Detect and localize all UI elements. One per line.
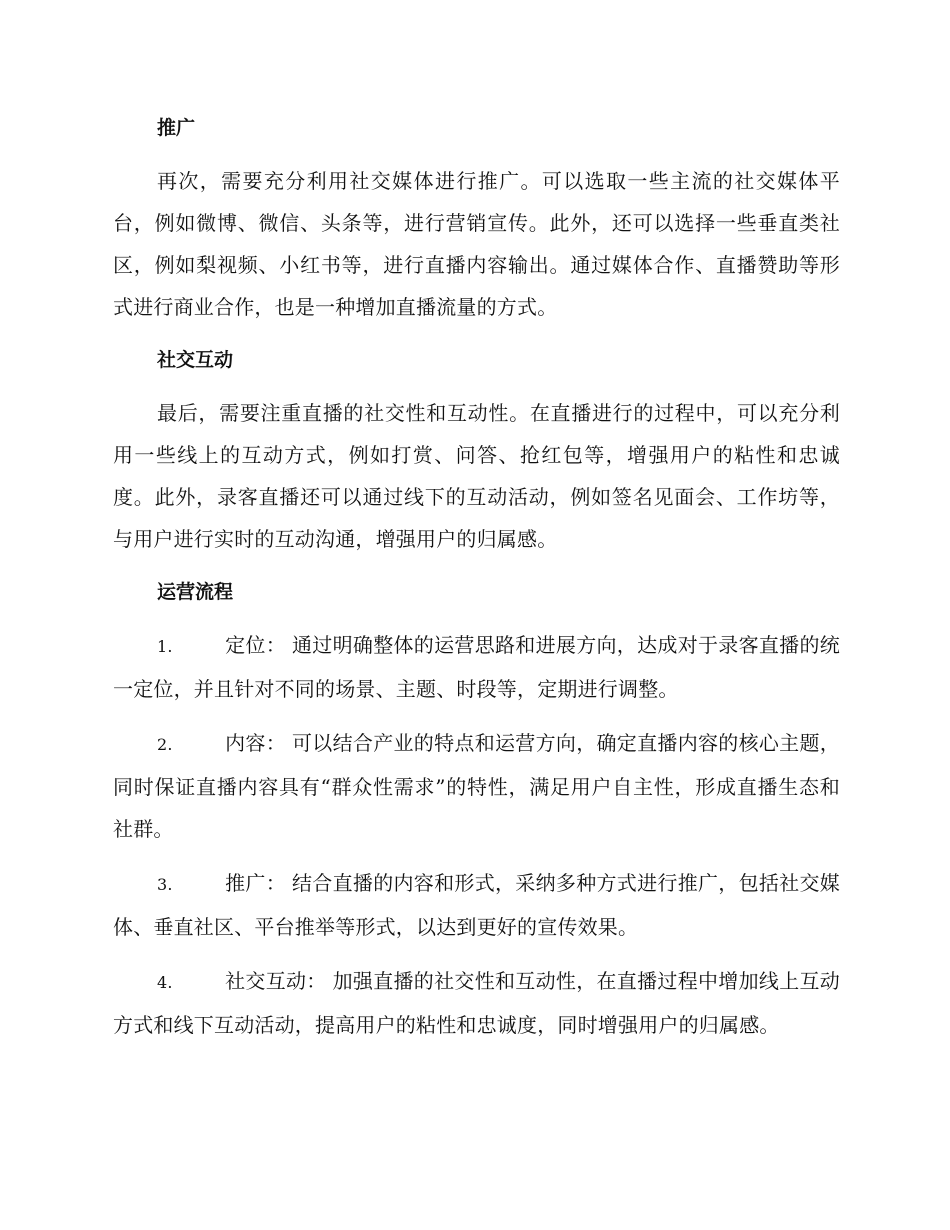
list-item-number: 4. <box>157 973 173 992</box>
list-item <box>113 722 840 850</box>
document-page <box>113 108 840 1058</box>
section-heading-operation-process: 运营流程 <box>157 581 234 603</box>
list-item-text: 加强直播的社交性和互动性，在直播过程中增加线上互动方式和线下互动活动，提高用户的粘性和忠诚度，同时增强用户的归属感。 <box>113 969 841 1037</box>
list-item-text: 通过明确整体的运营思路和进展方向，达成对于录客直播的统一定位，并且针对不同的场景、主题、时段等，定期进行调整。 <box>113 633 840 701</box>
section-paragraph-social-interaction: 最后，需要注重直播的社交性和互动性。在直播进行的过程中，可以充分利用一些线上的互动方式，例如打赏、问答、抢红包等，增强用户的粘性和忠诚度。此外，录客直播还可以通过线下的互动活动，例如签名见面会、工作坊等，与用户进行实时的互动沟通，增强用户的归属感。 <box>113 401 840 551</box>
section-heading-social-interaction: 社交互动 <box>157 349 234 371</box>
list-item-number: 2. <box>157 735 173 754</box>
list-item-label: 推广： <box>225 871 286 895</box>
list-item-label: 定位： <box>225 633 286 657</box>
list-item-text: 结合直播的内容和形式，采纳多种方式进行推广，包括社交媒体、垂直社区、平台推举等形式，以达到更好的宣传效果。 <box>113 871 840 939</box>
list-item <box>113 862 840 948</box>
list-item <box>113 960 840 1046</box>
list-item-label: 内容： <box>225 731 286 755</box>
list-item-label: 社交互动： <box>225 969 327 993</box>
section-heading-promotion: 推广 <box>157 117 196 139</box>
list-item-text: 可以结合产业的特点和运营方向，确定直播内容的核心主题，同时保证直播内容具有“群众性需求”的特性，满足用户自主性，形成直播生态和社群。 <box>113 731 840 841</box>
section-paragraph-promotion: 再次，需要充分利用社交媒体进行推广。可以选取一些主流的社交媒体平台，例如微博、微信、头条等，进行营销宣传。此外，还可以选择一些垂直类社区，例如梨视频、小红书等，进行直播内容输出。通过媒体合作、直播赞助等形式进行商业合作，也是一种增加直播流量的方式。 <box>113 169 840 319</box>
list-item-number: 3. <box>157 875 173 894</box>
list-item-number: 1. <box>157 637 173 656</box>
list-item <box>113 624 840 710</box>
